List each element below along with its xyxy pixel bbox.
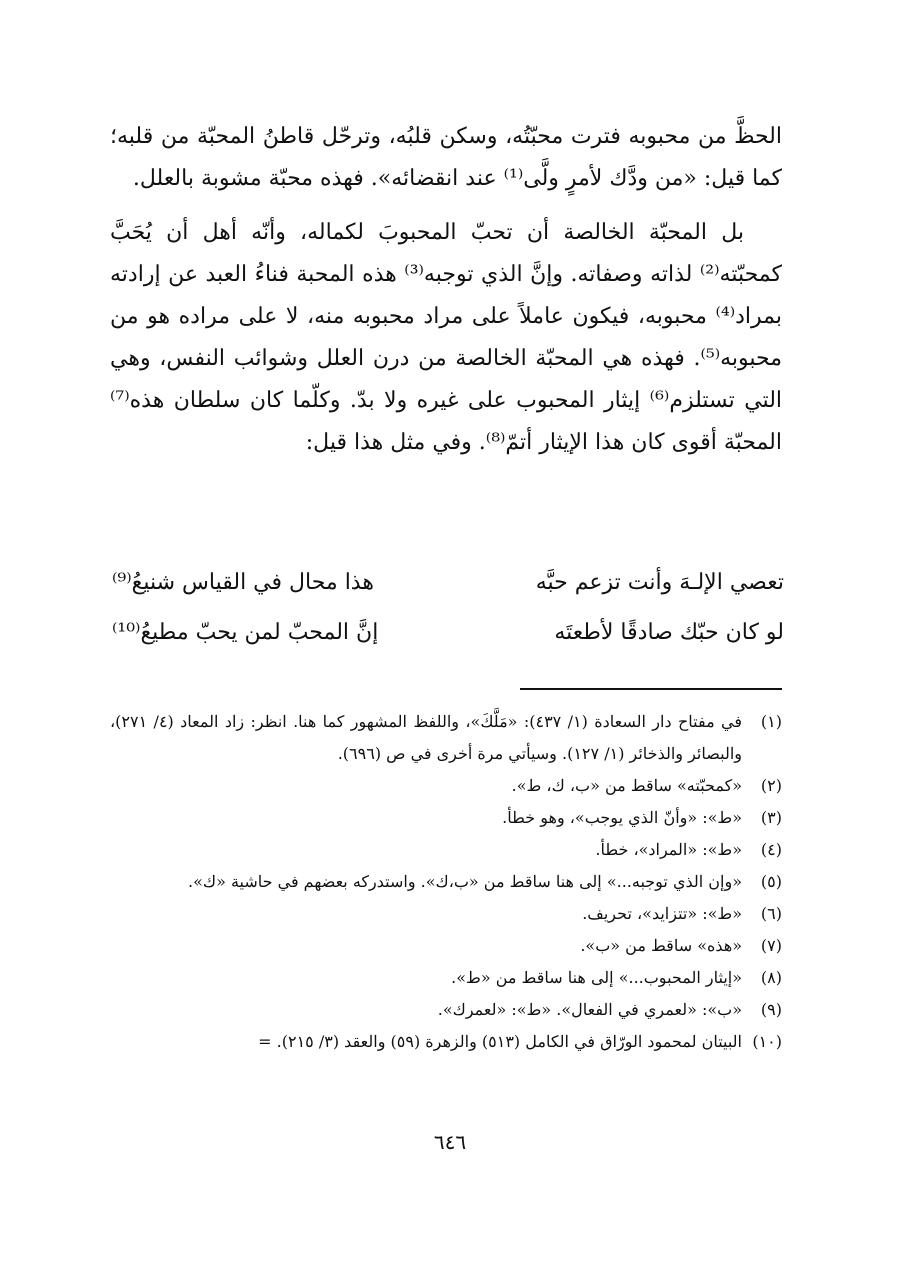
poetry-verses	[112, 558, 784, 658]
footnote-number: (٥)	[760, 872, 782, 891]
footnote-text: في مفتاح دار السعادة (١/ ٤٣٧): «مَلَّكَ»، واللفظ المشهور كما هنا. انظر: زاد المعاد (٤/ ٢٧١)، والبصائر والذخائر (١/ ١٢٧). وسيأتي مرة أخرى في ص (٦٩٦).	[110, 712, 742, 763]
footnote-text: «هذه» ساقط من «ب».	[580, 936, 742, 955]
verse-second-hemistich: إنَّ المحبّ لمن يحبّ مطيعُ⁽¹⁰⁾	[112, 620, 379, 645]
footnote	[110, 1026, 782, 1058]
footnote	[110, 834, 782, 866]
footnote-number: (١)	[760, 712, 782, 731]
footnote-text: «ب»: «لعمري في الفعال». «ط»: «لعمرك».	[437, 1000, 742, 1019]
footnote-number: (٧)	[760, 936, 782, 955]
footnote-number: (١٠)	[752, 1032, 782, 1051]
footnotes	[110, 706, 782, 1058]
footnote	[110, 770, 782, 802]
footnote-number: (٣)	[760, 808, 782, 827]
footnote-text: «كمحبّته» ساقط من «ب، ك، ط».	[511, 776, 742, 795]
footnote-text: «ط»: «تتزايد»، تحريف.	[582, 904, 742, 923]
footnote	[110, 706, 782, 770]
footnote	[110, 994, 782, 1026]
verse-first-hemistich: لو كان حبّك صادقًا لأطعتَه	[554, 620, 784, 645]
footnote	[110, 930, 782, 962]
footnote-text: «وإن الذي توجبه...» إلى هنا ساقط من «ب،ك». واستدركه بعضهم في حاشية «ك».	[188, 872, 742, 891]
paragraph: بل المحبّة الخالصة أن تحبّ المحبوبَ لكماله، وأنّه أهل أن يُحَبَّ كمحبّته⁽²⁾ لذاته وصفاته. وإنَّ الذي توجبه⁽³⁾ هذه المحبة فناءُ العبد عن إرادته بمراد⁽⁴⁾ محبوبه، فيكون عاملاً على مراد محبوبه منه، لا على مراده هو من محبوبه⁽⁵⁾. فهذه هي المحبّة الخالصة من درن العلل وشوائب النفس، وهي التي تستلزم⁽⁶⁾ إيثار المحبوب على غيره ولا بدّ. وكلّما كان سلطان هذه⁽⁷⁾ المحبّة أقوى كان هذا الإيثار أتمّ⁽⁸⁾. وفي مثل هذا قيل:	[110, 220, 783, 455]
verse-line	[112, 608, 784, 658]
main-text	[110, 116, 782, 464]
verse-first-hemistich: تعصي الإلـهَ وأنت تزعم حبَّه	[535, 570, 784, 595]
page-number: ٦٤٦	[433, 1130, 467, 1154]
footnote-number: (٦)	[760, 904, 782, 923]
footnote-text: «ط»: «المراد»، خطأ.	[595, 840, 742, 859]
footnote-number: (٨)	[760, 968, 782, 987]
footnote	[110, 898, 782, 930]
paragraph: الحظَّ من محبوبه فترت محبّتُه، وسكن قلبُه، وترحّل قاطنُ المحبّة من قلبه؛ كما قيل: «من ودَّك لأمرٍ ولَّى⁽¹⁾ عند انقضائه». فهذه محبّة مشوبة بالعلل.	[110, 124, 782, 191]
footnote-number: (٤)	[760, 840, 782, 859]
footnote	[110, 802, 782, 834]
footnote-number: (٢)	[760, 776, 782, 795]
footnote	[110, 962, 782, 994]
footnote-text: البيتان لمحمود الورّاق في الكامل (٥١٣) والزهرة (٥٩) والعقد (٣/ ٢١٥). =	[258, 1032, 742, 1051]
footnote-text: «إيثار المحبوب...» إلى هنا ساقط من «ط».	[451, 968, 742, 987]
verse-line	[112, 558, 784, 608]
footnote-number: (٩)	[760, 1000, 782, 1019]
footnote	[110, 866, 782, 898]
verse-second-hemistich: هذا محال في القياس شنيعُ⁽⁹⁾	[112, 570, 374, 595]
footnote-separator	[520, 688, 782, 690]
footnote-text: «ط»: «وأنّ الذي يوجب»، وهو خطأ.	[502, 808, 742, 827]
